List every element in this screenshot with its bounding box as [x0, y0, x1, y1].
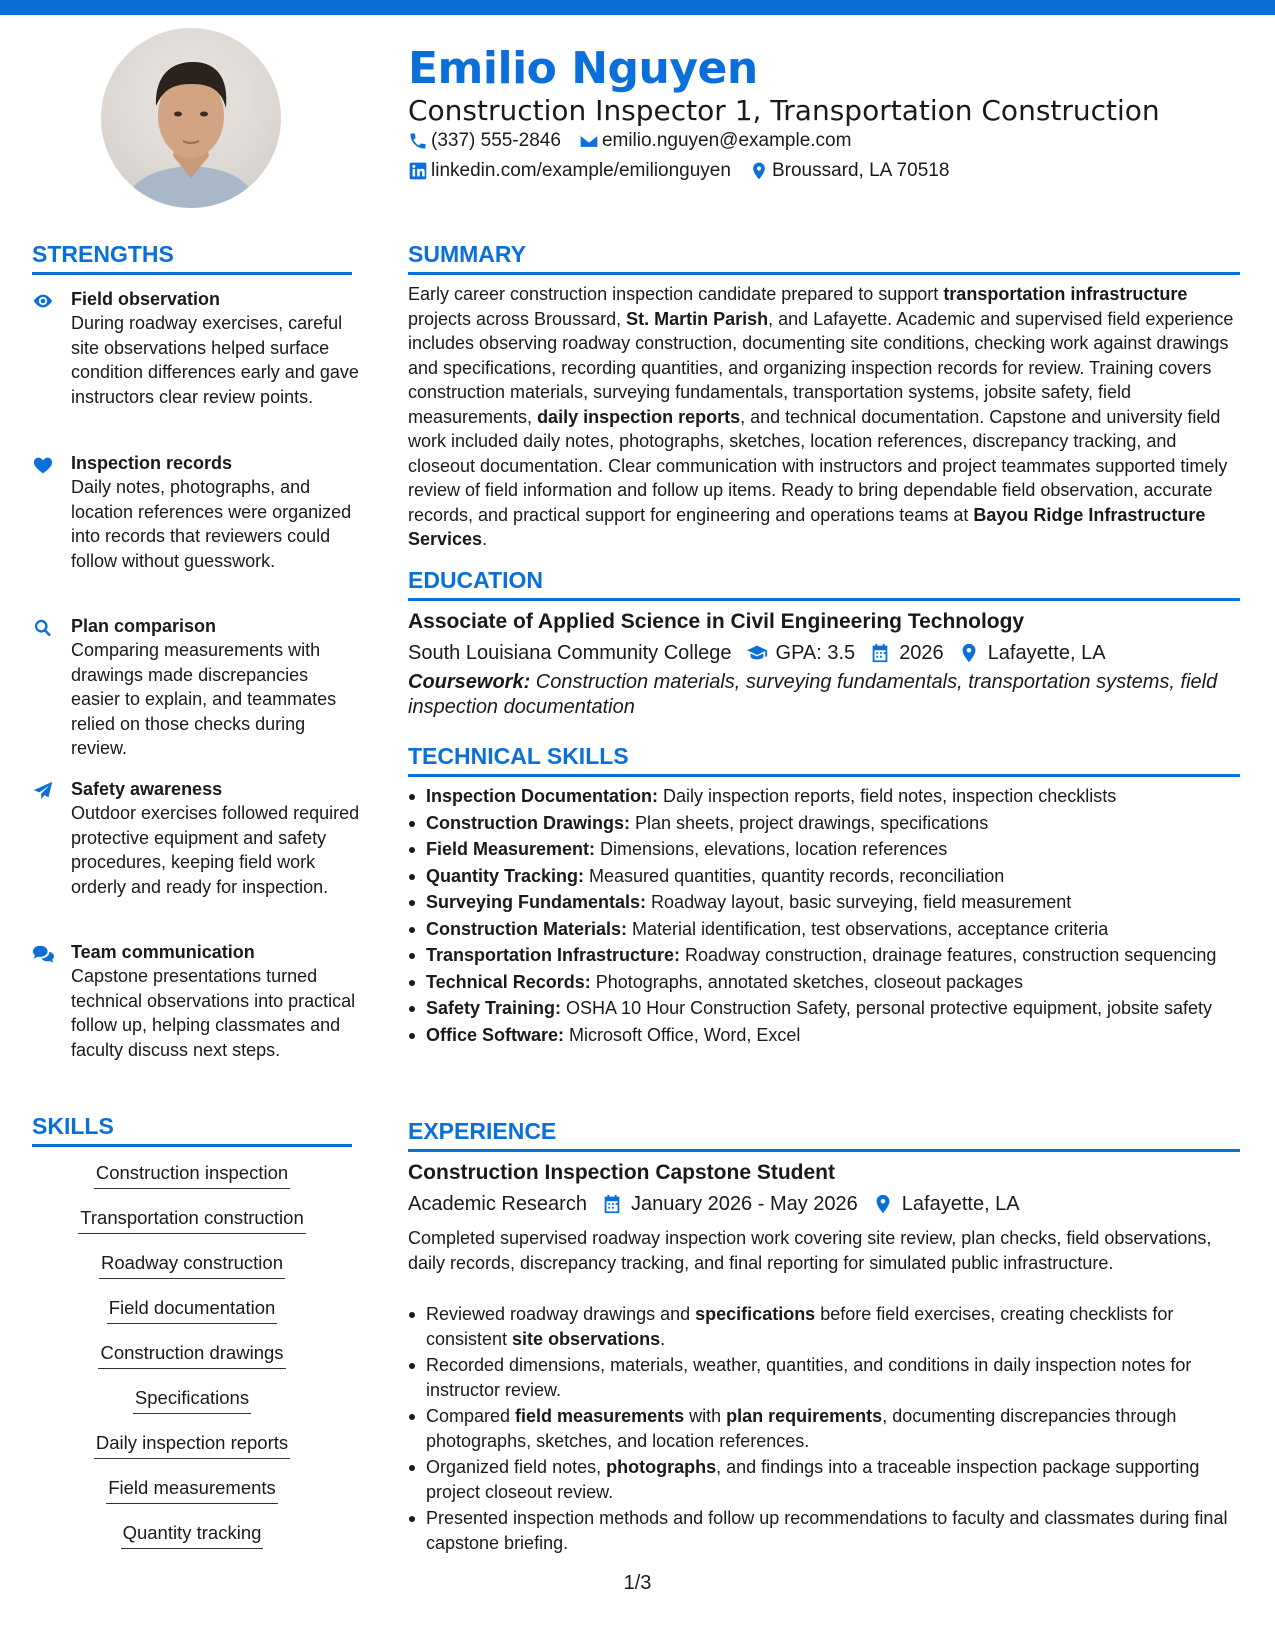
phone-icon: [408, 131, 428, 151]
education-meta: [408, 639, 1120, 667]
strength-item: [32, 614, 352, 761]
map-marker-icon: [749, 161, 769, 181]
skill-tag: Quantity tracking: [32, 1521, 352, 1549]
skill-tag: Construction drawings: [32, 1341, 352, 1369]
strength-title: Team communication: [71, 942, 255, 962]
summary-heading: SUMMARY: [408, 240, 1240, 275]
organization: Academic Research: [408, 1193, 587, 1215]
gpa: GPA: 3.5: [746, 639, 856, 667]
strength-item: [32, 777, 360, 899]
list-item: Transportation Infrastructure: Roadway construction, drainage features, construction sequencing: [426, 943, 1240, 968]
strength-title: Safety awareness: [71, 779, 223, 799]
technical-skills-list: [408, 784, 1240, 1049]
strengths-heading: STRENGTHS: [32, 240, 352, 275]
list-item: Safety Training: OSHA 10 Hour Construction Safety, personal protective equipment, jobsite safety: [426, 996, 1240, 1021]
skill-tag: Field measurements: [32, 1476, 352, 1504]
list-item: Quantity Tracking: Measured quantities, quantity records, reconciliation: [426, 864, 1240, 889]
strength-item: [32, 940, 356, 1062]
experience-title: Construction Inspection Capstone Student: [408, 1161, 836, 1184]
skill-tag: Specifications: [32, 1386, 352, 1414]
skills-heading: SKILLS: [32, 1112, 352, 1147]
education-heading: EDUCATION: [408, 566, 1240, 601]
experience-summary: Completed supervised roadway inspection work covering site review, plan checks, field observations, daily records, discrepancy tracking, and final reporting for simulated public infrastructure.: [408, 1228, 1212, 1273]
strength-item: [32, 287, 359, 409]
experience-meta: [408, 1190, 1034, 1218]
profile-photo: [101, 28, 281, 208]
skill-tag: Construction inspection: [32, 1161, 352, 1189]
skill-tag: Roadway construction: [32, 1251, 352, 1279]
strength-text: Capstone presentations turned technical observations into practical follow up, helping classmates and faculty discuss next steps.: [71, 966, 356, 1060]
list-item: Recorded dimensions, materials, weather, quantities, and conditions in daily inspection notes for instructor review.: [426, 1353, 1240, 1402]
paper-plane-icon: [32, 780, 56, 802]
list-item: Office Software: Microsoft Office, Word, Excel: [426, 1023, 1240, 1048]
search-icon: [32, 617, 56, 639]
coursework: Coursework: Construction materials, surveying fundamentals, transportation systems, field inspection documentation: [408, 671, 1218, 718]
envelope-icon: [579, 131, 599, 151]
contact-row-1: [408, 128, 869, 154]
skill-tag: Transportation construction: [32, 1206, 352, 1234]
phone-text: (337) 555-2846: [431, 130, 561, 151]
list-item: Technical Records: Photographs, annotated sketches, closeout packages: [426, 970, 1240, 995]
experience-location: Lafayette, LA: [872, 1190, 1020, 1218]
strength-item: [32, 451, 352, 573]
candidate-title: Construction Inspector 1, Transportation Construction: [408, 94, 1160, 127]
strength-text: Comparing measurements with drawings made discrepancies easier to explain, and teammates relied on those checks during review.: [71, 640, 337, 758]
strength-title: Inspection records: [71, 453, 233, 473]
phone-contact[interactable]: [408, 128, 561, 154]
candidate-name: Emilio Nguyen: [408, 43, 758, 94]
calendar-icon: [869, 642, 891, 664]
calendar-icon: [601, 1193, 623, 1215]
degree-title: Associate of Applied Science in Civil Engineering Technology: [408, 610, 1025, 633]
map-marker-icon: [958, 642, 980, 664]
location-contact: [749, 158, 949, 184]
heart-icon: [32, 454, 56, 476]
graduation-cap-icon: [746, 642, 768, 664]
graduation-year: 2026: [869, 639, 944, 667]
strength-text: Outdoor exercises followed required protective equipment and safety procedures, keeping field work orderly and ready for inspection.: [71, 803, 360, 897]
education-location: Lafayette, LA: [958, 639, 1106, 667]
linkedin-icon: [408, 161, 428, 181]
contact-row-2: [408, 158, 967, 184]
summary-text: Early career construction inspection candidate prepared to support transportation infrastructure projects across Broussard, St. Martin Parish, and Lafayette. Academic and supervised field experience includes observing roadway construction, documenting site conditions, checking work against drawings and specifications, recording quantities, and organizing inspection records for review. Training covers construction materials, surveying fundamentals, transportation systems, jobsite safety, field measurements, daily inspection reports, and technical documentation. Capstone and university field work included daily notes, photographs, sketches, location references, discrepancy tracking, and closeout documentation. Clear communication with instructors and project teammates supported timely review of field information and follow up items. Ready to bring dependable field observation, accurate records, and practical support for engineering and operations teams at Bayou Ridge Infrastructure Services.: [408, 284, 1234, 549]
technical-skills-heading: TECHNICAL SKILLS: [408, 742, 1240, 777]
linkedin-contact[interactable]: [408, 158, 731, 184]
list-item: Construction Drawings: Plan sheets, project drawings, specifications: [426, 811, 1240, 836]
location-text: Broussard, LA 70518: [771, 160, 950, 181]
eye-icon: [32, 290, 56, 312]
strength-text: During roadway exercises, careful site observations helped surface condition differences early and gave instructors clear review points.: [71, 313, 359, 407]
experience-heading: EXPERIENCE: [408, 1117, 1240, 1152]
school-name: South Louisiana Community College: [408, 642, 732, 664]
map-marker-icon: [872, 1193, 894, 1215]
list-item: Surveying Fundamentals: Roadway layout, basic surveying, field measurement: [426, 890, 1240, 915]
list-item: Reviewed roadway drawings and specifications before field exercises, creating checklists for consistent site observations.: [426, 1302, 1240, 1351]
email-text: emilio.nguyen@example.com: [601, 130, 852, 151]
skill-tag: Daily inspection reports: [32, 1431, 352, 1459]
list-item: Organized field notes, photographs, and findings into a traceable inspection package supporting project closeout review.: [426, 1455, 1240, 1504]
experience-bullets: [408, 1302, 1240, 1557]
list-item: Inspection Documentation: Daily inspection reports, field notes, inspection checklists: [426, 784, 1240, 809]
top-accent-bar: [0, 0, 1275, 15]
list-item: Presented inspection methods and follow up recommendations to faculty and classmates during final capstone briefing.: [426, 1506, 1240, 1555]
list-item: Construction Materials: Material identification, test observations, acceptance criteria: [426, 917, 1240, 942]
linkedin-text: linkedin.com/example/emilionguyen: [431, 160, 731, 181]
skill-tag: Field documentation: [32, 1296, 352, 1324]
comments-icon: [32, 943, 56, 965]
experience-dates: January 2026 - May 2026: [601, 1190, 858, 1218]
email-contact[interactable]: [579, 128, 852, 154]
strength-title: Field observation: [71, 289, 221, 309]
page-number: 1/3: [623, 1572, 652, 1594]
portrait-image: [101, 28, 281, 208]
strength-title: Plan comparison: [71, 616, 217, 636]
strength-text: Daily notes, photographs, and location references were organized into records that reviewers could follow without guesswork.: [71, 477, 352, 571]
list-item: Compared field measurements with plan requirements, documenting discrepancies through photographs, sketches, and location references.: [426, 1404, 1240, 1453]
list-item: Field Measurement: Dimensions, elevations, location references: [426, 837, 1240, 862]
